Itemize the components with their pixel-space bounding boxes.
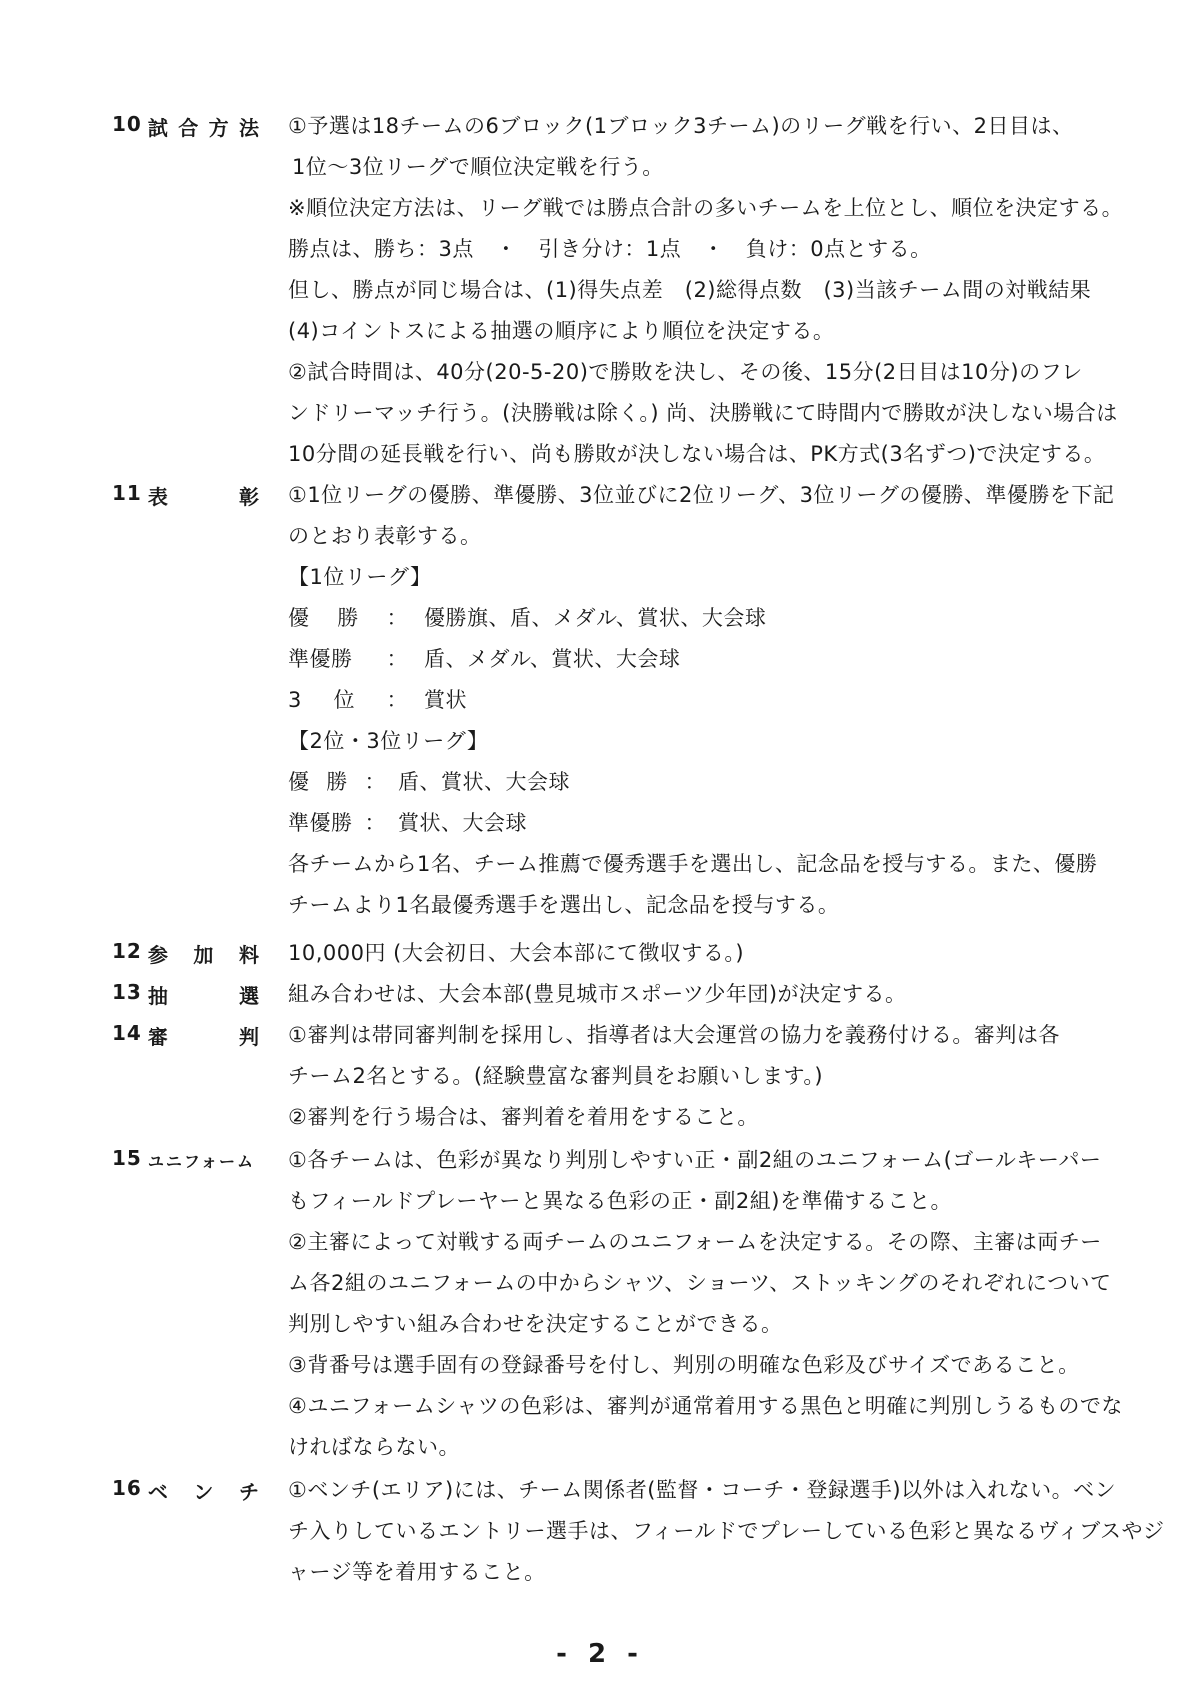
text-line: ャージ等を着用すること。	[288, 1560, 546, 1584]
text-line: ①各チームは、色彩が異なり判別しやすい正・副2組のユニフォーム(ゴールキーパー	[288, 1148, 1102, 1172]
text-line: 勝点は、勝ち：3点 ・ 引き分け：1点 ・ 負け：0点とする。	[288, 237, 932, 261]
text-line: ②主審によって対戦する両チームのユニフォームを決定する。その際、主審は両チー	[288, 1230, 1102, 1254]
section-body	[288, 1140, 1168, 1468]
text-line: 10分間の延長戦を行い、尚も勝敗が決しない場合は、PK方式(3名ずつ)で決定する。	[288, 442, 1106, 466]
text-line: ①予選は18チームの6ブロック(1ブロック3チーム)のリーグ戦を行い、2日目は、	[288, 114, 1074, 138]
text-line: ①ベンチ(エリア)には、チーム関係者(監督・コーチ・登録選手)以外は入れない。ベン	[288, 1478, 1117, 1502]
award-prizes: 盾、メダル、賞状、大会球	[424, 647, 681, 671]
text-line: 1位～3位リーグで順位決定戦を行う。	[292, 155, 664, 179]
award-prizes: 盾、賞状、大会球	[398, 770, 570, 794]
section-number: 15	[112, 1146, 142, 1170]
section-body	[288, 974, 1168, 1015]
section-title: ベ ン チ	[147, 1480, 260, 1504]
text-line: チームより1名最優秀選手を選出し、記念品を授与する。	[288, 893, 840, 917]
text-line: ※順位決定方法は、リーグ戦では勝点合計の多いチームを上位とし、順位を決定する。	[288, 196, 1124, 220]
league1-title: 【1位リーグ】	[288, 565, 432, 589]
award-row	[288, 762, 1168, 803]
section-label	[112, 1021, 260, 1050]
section-number: 16	[112, 1476, 142, 1500]
section-body	[288, 1470, 1168, 1593]
section-title: 抽 選	[147, 984, 260, 1008]
section-label	[112, 1146, 260, 1172]
text-line: もフィールドプレーヤーと異なる色彩の正・副2組)を準備すること。	[288, 1189, 952, 1213]
text-line: ④ユニフォームシャツの色彩は、審判が通常着用する黒色と明確に判別しうるものでな	[288, 1394, 1123, 1418]
section-title: ユニフォーム	[147, 1152, 256, 1171]
award-prizes: 賞状、大会球	[398, 811, 527, 835]
section-label	[112, 1476, 260, 1505]
text-line: ②審判を行う場合は、審判着を着用をすること。	[288, 1105, 759, 1129]
award-rank: 3 位 ：	[288, 688, 408, 712]
section-label	[112, 939, 260, 968]
section-number: 13	[112, 980, 142, 1004]
award-rank: 優 勝 ：	[288, 770, 386, 794]
section-body	[288, 933, 1168, 974]
section-number: 11	[112, 481, 142, 505]
section-title: 試 合 方 法	[147, 116, 260, 140]
section-label	[112, 980, 260, 1009]
award-row	[288, 803, 1168, 844]
section-number: 12	[112, 939, 142, 963]
text-line: ンドリーマッチ行う。(決勝戦は除く。) 尚、決勝戦にて時間内で勝敗が決しない場合は	[288, 401, 1118, 425]
section-title: 参 加 料	[147, 943, 260, 967]
section-label	[112, 481, 260, 510]
award-row	[288, 598, 1168, 639]
section-title: 表 彰	[147, 485, 260, 509]
section-body	[288, 106, 1168, 475]
section-label	[112, 112, 260, 141]
section-number: 10	[112, 112, 142, 136]
text-line: チーム2名とする。(経験豊富な審判員をお願いします。)	[288, 1064, 824, 1088]
text-line: ①審判は帯同審判制を採用し、指導者は大会運営の協力を義務付ける。審判は各	[288, 1023, 1060, 1047]
text-line: ければならない。	[288, 1435, 460, 1459]
text-line: のとおり表彰する。	[288, 524, 482, 548]
award-prizes: 賞状	[424, 688, 467, 712]
text-line: ①1位リーグの優勝、準優勝、3位並びに2位リーグ、3位リーグの優勝、準優勝を下記	[288, 483, 1115, 507]
text-line: 組み合わせは、大会本部(豊見城市スポーツ少年団)が決定する。	[288, 982, 907, 1006]
award-rank: 優 勝 ：	[288, 606, 408, 630]
award-row	[288, 680, 1168, 721]
text-line: 10,000円 (大会初日、大会本部にて徴収する。)	[288, 941, 745, 965]
text-line: チ入りしているエントリー選手は、フィールドでプレーしている色彩と異なるヴィブスやジ	[288, 1519, 1165, 1543]
text-line: ③背番号は選手固有の登録番号を付し、判別の明確な色彩及びサイズであること。	[288, 1353, 1080, 1377]
text-line: ム各2組のユニフォームの中からシャツ、ショーツ、ストッキングのそれぞれについて	[288, 1271, 1112, 1295]
award-rank: 準優勝 ：	[288, 811, 386, 835]
section-body	[288, 475, 1168, 926]
text-line: 各チームから1名、チーム推薦で優秀選手を選出し、記念品を授与する。また、優勝	[288, 852, 1098, 876]
text-line: ②試合時間は、40分(20-5-20)で勝敗を決し、その後、15分(2日目は10分)のフレ	[288, 360, 1083, 384]
text-line: 但し、勝点が同じ場合は、(1)得失点差 (2)総得点数 (3)当該チーム間の対戦結果	[288, 278, 1092, 302]
award-row	[288, 639, 1168, 680]
award-rank: 準優勝 ：	[288, 647, 408, 671]
page-number: - 2 -	[556, 1639, 644, 1669]
text-line: (4)コイントスによる抽選の順序により順位を決定する。	[288, 319, 835, 343]
league2-title: 【2位・3位リーグ】	[288, 729, 489, 753]
text-line: 判別しやすい組み合わせを決定することができる。	[288, 1312, 783, 1336]
award-prizes: 優勝旗、盾、メダル、賞状、大会球	[424, 606, 767, 630]
section-title: 審 判	[147, 1025, 260, 1049]
section-number: 14	[112, 1021, 142, 1045]
section-body	[288, 1015, 1168, 1138]
